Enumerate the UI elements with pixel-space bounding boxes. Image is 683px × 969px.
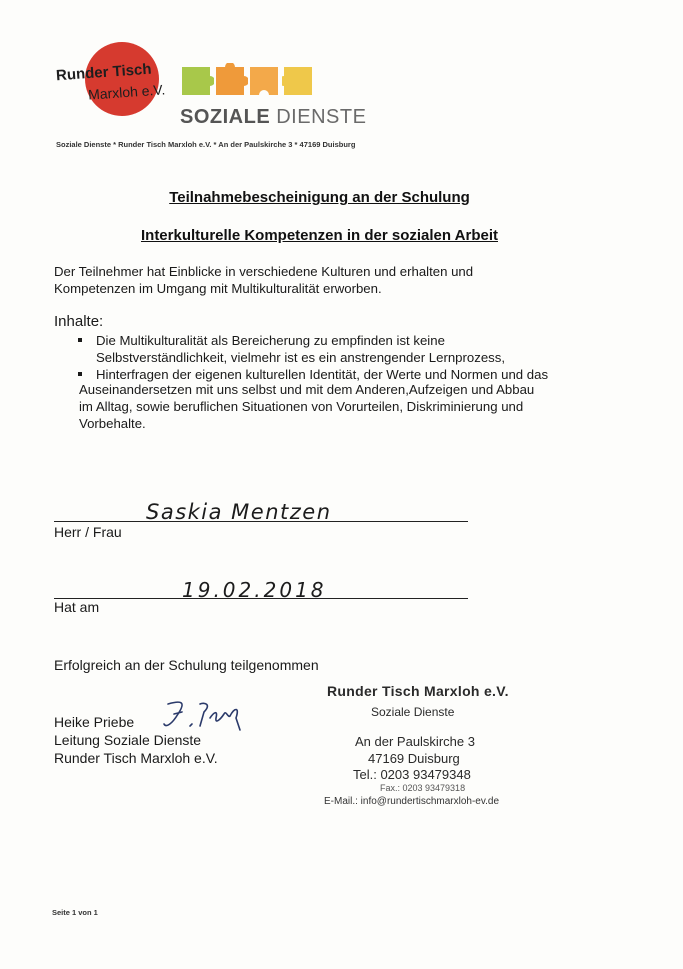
soziale-word: SOZIALE	[180, 106, 271, 128]
signatory-name: Heike Priebe	[54, 714, 135, 730]
name-label: Herr / Frau	[54, 524, 122, 540]
date-handwritten: 19.02.2018	[182, 578, 327, 602]
date-label: Hat am	[54, 599, 100, 615]
bullet-line: Auseinandersetzen mit uns selbst und mit dem Anderen,Aufzeigen und Abbau	[79, 382, 535, 397]
intro-line: Kompetenzen im Umgang mit Multikulturalität erworben.	[54, 281, 382, 296]
signatory-role: Leitung Soziale Dienste	[54, 732, 202, 748]
bullet-line: Hinterfragen der eigenen kulturellen Identität, der Werte und Normen und das	[96, 367, 549, 382]
intro-line: Der Teilnehmer hat Einblicke in verschiedene Kulturen und erhalten und	[54, 264, 474, 279]
puzzle-piece-green-icon	[180, 63, 214, 97]
document-title: Teilnahmebescheinigung an der Schulung	[169, 189, 470, 206]
content-bullet-list	[78, 332, 598, 383]
stamp-org: Runder Tisch Marxloh e.V.	[327, 683, 509, 699]
logo-text-line2: Marxloh e.V.	[87, 81, 166, 103]
signature-scribble	[160, 696, 260, 734]
dienste-word: DIENSTE	[276, 106, 367, 128]
soziale-dienste-logo-text	[180, 106, 366, 129]
stamp-city: 47169 Duisburg	[368, 751, 460, 766]
completion-statement: Erfolgreich an der Schulung teilgenommen	[54, 657, 319, 673]
header-address: Soziale Dienste * Runder Tisch Marxloh e.V. * An der Paulskirche 3 * 47169 Duisburg	[56, 140, 356, 149]
date-line	[54, 598, 468, 599]
puzzle-piece-orange-icon	[214, 63, 248, 97]
stamp-fax: Fax.: 0203 93479318	[380, 783, 466, 793]
stamp-phone: Tel.: 0203 93479348	[353, 767, 471, 782]
name-line	[54, 521, 468, 522]
stamp-email: E-Mail.: info@rundertischmarxloh-ev.de	[324, 796, 500, 807]
signatory-org: Runder Tisch Marxloh e.V.	[54, 750, 218, 766]
inhalte-heading: Inhalte:	[54, 313, 104, 330]
logo-text-line1: Runder Tisch	[55, 60, 153, 85]
bullet-continuation	[79, 381, 534, 432]
bullet-line: Die Multikulturalität als Bereicherung zu empfinden ist keine	[96, 333, 445, 348]
puzzle-piece-yellow-icon	[282, 63, 316, 97]
bullet-item	[78, 332, 598, 366]
stamp-dept: Soziale Dienste	[371, 705, 455, 719]
participant-name-handwritten: Saskia Mentzen	[146, 500, 332, 524]
bullet-line: Vorbehalte.	[79, 416, 146, 431]
page-footer: Seite 1 von 1	[52, 908, 98, 917]
stamp-street: An der Paulskirche 3	[355, 734, 475, 749]
intro-paragraph	[54, 263, 524, 297]
document-subtitle: Interkulturelle Kompetenzen in der sozialen Arbeit	[140, 227, 498, 244]
puzzle-piece-orange2-icon	[248, 63, 282, 97]
bullet-line: im Alltag, sowie beruflichen Situationen von Vorurteilen, Diskriminierung und	[79, 399, 524, 414]
bullet-line: Selbstverständlichkeit, vielmehr ist es ein anstrengender Lernprozess,	[96, 350, 506, 365]
